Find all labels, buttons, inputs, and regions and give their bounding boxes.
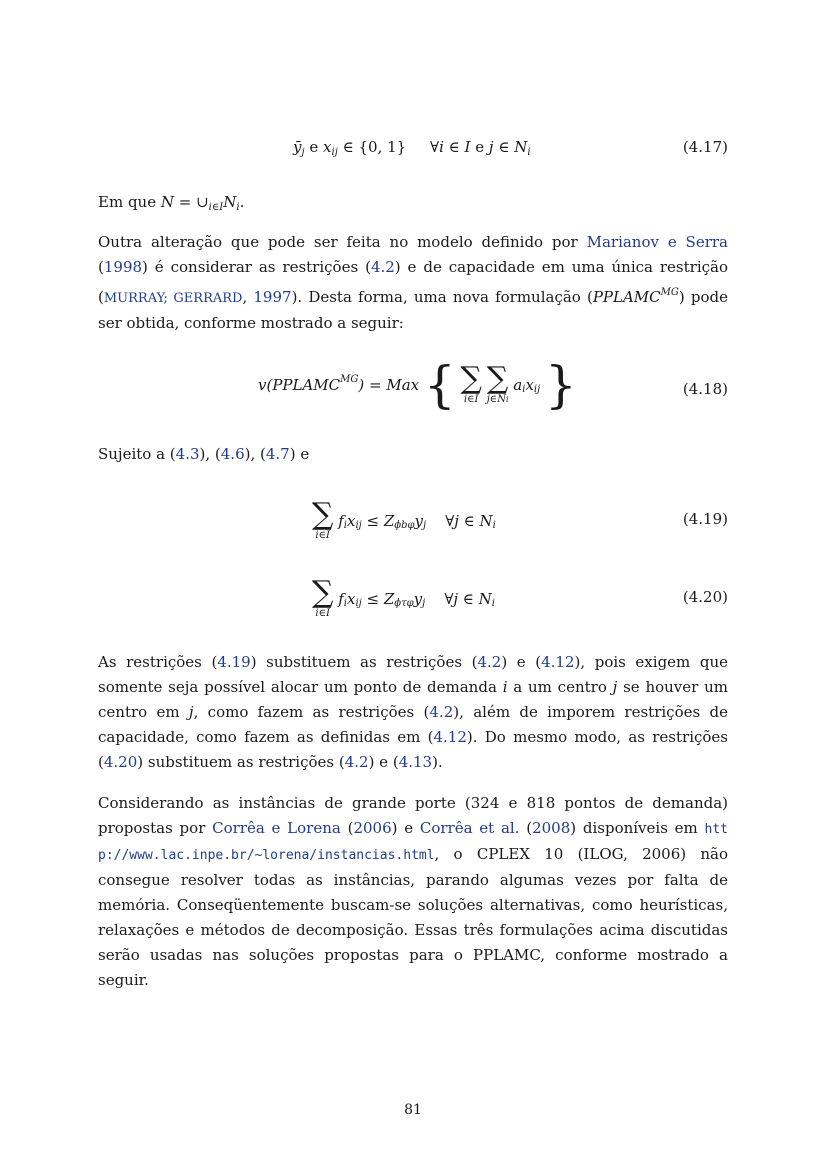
paragraph-definition-n	[98, 190, 728, 220]
paragraph-subject-to	[98, 442, 728, 467]
equation-ref-link[interactable]: 4.2	[429, 703, 454, 721]
text: ,	[242, 288, 254, 306]
text: Considerando as instâncias de grande porte (324 e 818 pontos de demanda) propostas por	[98, 794, 728, 837]
math-text: j ∈ N	[488, 138, 528, 156]
text: ), pois exigem que somente seja possível alocar um ponto de demanda	[98, 653, 728, 696]
math-text: ∀j ∈ N	[444, 590, 492, 608]
math-subscript: ij	[355, 520, 362, 531]
sum-index: i∈I	[315, 530, 330, 541]
math-superscript: MG	[340, 374, 359, 385]
citation-link[interactable]: Marianov e Serra	[586, 233, 728, 251]
math-symbol: x	[525, 376, 534, 394]
sum-symbol: ∑	[486, 361, 509, 396]
text: ). Do mesmo modo, as restrições (	[98, 728, 728, 771]
math-text: ) = Max	[358, 376, 420, 394]
math-symbol: a	[513, 376, 523, 394]
math-subscript: j	[423, 520, 427, 531]
text: ) pode ser obtida, conforme mostrado a seguir:	[98, 288, 728, 332]
math-text: e	[309, 138, 319, 156]
math-text: ≤ Z	[361, 590, 395, 608]
text: Sujeito a (	[98, 445, 176, 463]
equation-number: (4.17)	[682, 138, 728, 156]
text: ) e	[289, 445, 310, 463]
text: ) disponíveis em	[570, 819, 705, 837]
sum-operator	[460, 361, 482, 406]
equation-ref-link[interactable]: 4.12	[541, 653, 575, 671]
math-symbol: ȳ	[293, 138, 302, 156]
math-subscript: i	[492, 520, 496, 531]
equation-ref-link[interactable]: 4.20	[103, 753, 138, 771]
math-text: ∀j ∈ N	[445, 512, 493, 530]
text: (	[519, 819, 533, 837]
math-subscript: i	[527, 147, 531, 158]
sum-index-sub: i	[505, 395, 509, 404]
text: ) substituem as restrições (	[250, 653, 478, 671]
equation-4-17	[98, 138, 728, 160]
math-symbol: x	[346, 590, 356, 608]
citation-link[interactable]: Corrêa e Lorena	[212, 819, 341, 837]
text: Outra alteração que pode ser feita no modelo definido por	[98, 233, 587, 251]
math-symbol: N	[223, 193, 237, 211]
text: ), (	[244, 445, 266, 463]
sum-operator	[312, 497, 334, 542]
text: , o CPLEX 10 (ILOG, 2006) não consegue resolver todas as instâncias, parando algumas vezes por falta de memória. Conseqüentemente buscam-se soluções alternativas, como heurísticas, relaxações e métodos de decomposição. Essas três formulações acima discutidas serão usadas nas soluções propostas para o PPLAMC, conforme mostrado a seguir.	[98, 845, 728, 989]
text: ) é considerar as restrições (	[142, 258, 371, 276]
equation-4-20-body	[312, 575, 495, 620]
math-subscript: i	[343, 520, 347, 531]
equation-ref-link[interactable]: 4.12	[433, 728, 467, 746]
equation-ref-link[interactable]: 4.2	[344, 753, 369, 771]
equation-number: (4.19)	[682, 510, 728, 528]
paragraph-restrictions	[98, 650, 728, 775]
math-subscript: ij	[355, 598, 362, 609]
citation-year-link[interactable]: 2008	[532, 819, 571, 837]
equation-number: (4.20)	[682, 588, 728, 606]
equation-4-20	[98, 575, 728, 628]
citation-link[interactable]: MURRAY; GERRARD	[103, 291, 243, 306]
math-subscript: j	[422, 598, 426, 609]
equation-ref-link[interactable]: 4.19	[217, 653, 251, 671]
citation-year-link[interactable]: 1997	[253, 288, 292, 306]
math-text: ∈ {0, 1}	[342, 138, 407, 156]
sum-symbol: ∑	[312, 497, 334, 532]
text: Em que	[98, 193, 161, 211]
text: As restrições (	[98, 653, 218, 671]
text: ), (	[199, 445, 221, 463]
equation-ref-link[interactable]: 4.2	[477, 653, 502, 671]
math-text: ≤ Z	[361, 512, 395, 530]
equation-4-19	[98, 497, 728, 550]
equation-4-18	[98, 356, 728, 420]
equation-ref-link[interactable]: 4.7	[265, 445, 290, 463]
math-subscript: i	[236, 202, 240, 213]
text: se houver um centro em	[98, 678, 728, 721]
text: ) e (	[368, 753, 399, 771]
math-subscript: ij	[533, 384, 541, 395]
text: ) e	[391, 819, 420, 837]
math-text: N = ∪	[160, 193, 209, 211]
citation-year-link[interactable]: 2006	[353, 819, 392, 837]
equation-ref-link[interactable]: 4.3	[175, 445, 200, 463]
math-symbol: i	[502, 678, 508, 696]
math-subscript: ϕτφ	[394, 598, 414, 609]
math-symbol: x	[346, 512, 356, 530]
sum-symbol: ∑	[312, 575, 334, 610]
text: , como fazem as restrições (	[193, 703, 430, 721]
sum-operator	[486, 361, 509, 406]
sum-symbol: ∑	[460, 361, 482, 396]
equation-4-17-body	[293, 138, 531, 158]
paragraph-large-instances	[98, 791, 728, 993]
math-symbol: y	[414, 512, 423, 530]
math-symbol: j	[188, 703, 194, 721]
text: ) e de capacidade em uma única restrição (	[98, 258, 729, 306]
math-symbol: f	[338, 590, 344, 608]
text: ).	[432, 753, 443, 771]
text: ). Desta forma, uma nova formulação (	[291, 288, 593, 306]
text: ) e (	[501, 653, 542, 671]
left-brace: {	[423, 356, 456, 414]
math-symbol: f	[338, 512, 344, 530]
math-superscript: MG	[660, 287, 679, 298]
page	[98, 0, 728, 1169]
sum-index: i∈I	[315, 608, 330, 619]
math-subscript: ij	[331, 147, 338, 158]
text: ) substituem as restrições (	[137, 753, 345, 771]
math-symbol: x	[323, 138, 332, 156]
right-brace: }	[545, 356, 577, 414]
paragraph-alternative-formulation	[98, 230, 728, 336]
text: .	[239, 193, 245, 211]
citation-link[interactable]: Corrêa et al.	[419, 819, 520, 837]
equation-4-19-body	[312, 497, 496, 542]
page-number: 81	[404, 1102, 422, 1118]
sum-index-text: j∈N	[486, 394, 506, 405]
equation-4-18-body	[258, 356, 577, 414]
text: a um centro	[507, 678, 613, 696]
text: (	[340, 819, 354, 837]
sum-index	[487, 394, 509, 406]
citation-year-link[interactable]: 1998	[103, 258, 143, 276]
sum-operator	[312, 575, 334, 620]
math-subscript: i	[343, 598, 347, 609]
equation-ref-link[interactable]: 4.2	[370, 258, 395, 276]
math-subscript: i	[491, 598, 495, 609]
math-subscript: ϕbφ	[394, 520, 415, 531]
math-text: ∀i ∈ I	[430, 138, 471, 156]
math-text: e	[475, 138, 485, 156]
equation-number: (4.18)	[682, 380, 728, 398]
math-symbol: PPLAMC	[592, 288, 661, 306]
math-subscript: j	[301, 147, 305, 158]
math-subscript: i∈I	[208, 202, 224, 213]
sum-index: i∈I	[463, 394, 479, 405]
math-symbol: j	[612, 678, 618, 696]
math-text: v(PPLAMC	[258, 376, 341, 394]
text: (	[98, 258, 104, 276]
equation-ref-link[interactable]: 4.6	[220, 445, 245, 463]
equation-ref-link[interactable]: 4.13	[398, 753, 433, 771]
url-link[interactable]: http://www.lac.inpe.br/~lorena/instancias.html	[98, 822, 728, 863]
text: ), além de imporem restrições de capacidade, como fazem as definidas em (	[98, 703, 728, 746]
math-symbol: y	[413, 590, 423, 608]
math-subscript: i	[522, 384, 526, 395]
